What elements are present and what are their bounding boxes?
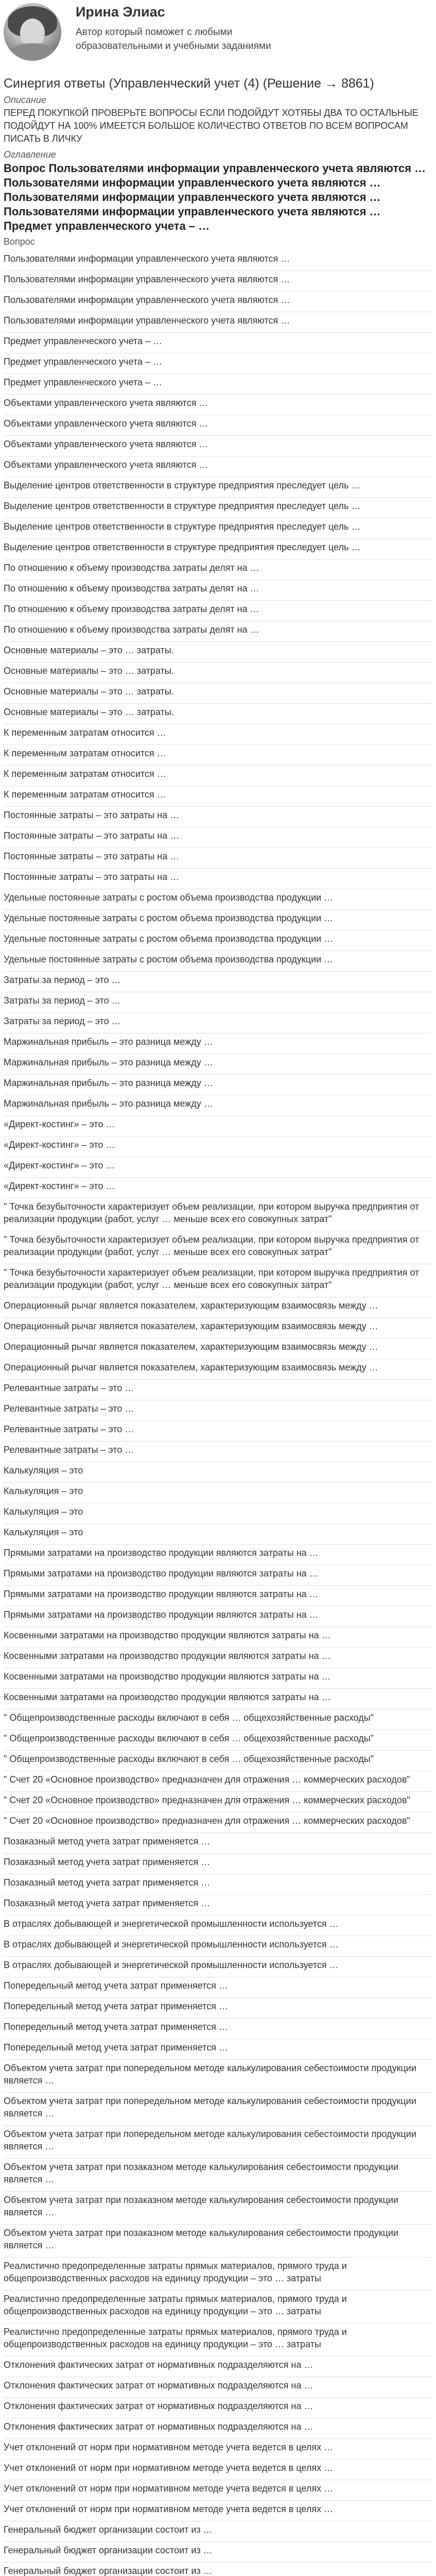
- question-item: Прямыми затратами на производство продукции являются затраты на …: [4, 1606, 432, 1627]
- question-item: К переменным затратам относится …: [4, 745, 432, 766]
- question-item: Предмет управленческого учета – …: [4, 353, 432, 374]
- question-item: Объектами управленческого учета являются …: [4, 415, 432, 436]
- question-item: Основные материалы – это … затраты.: [4, 683, 432, 704]
- author-info: [76, 3, 276, 53]
- question-item: " Счет 20 «Основное производство» предназначен для отражения … коммерческих расходов": [4, 1812, 432, 1833]
- author-description: Автор который поможет с любыми образовательными и учебными заданиями: [76, 27, 271, 52]
- question-item: Пользователями информации управленческого учета являются …: [4, 271, 432, 292]
- question-item: Объектом учета затрат при попередельном методе калькулирования себестоимости продукции является …: [4, 2126, 432, 2159]
- author-name[interactable]: Ирина Элиас: [76, 4, 165, 20]
- question-item: Объектом учета затрат при попередельном методе калькулирования себестоимости продукции является …: [4, 2060, 432, 2093]
- question-item: В отраслях добывающей и энергетической промышленности используется …: [4, 1916, 432, 1936]
- question-item: Выделение центров ответственности в структуре предприятия преследует цель …: [4, 477, 432, 498]
- question-item: Отклонения фактических затрат от нормативных подразделяются на …: [4, 2377, 432, 2398]
- question-item: Объектами управленческого учета являются …: [4, 456, 432, 477]
- question-item: Релевантные затраты – это …: [4, 1380, 432, 1400]
- question-item: Операционный рычаг является показателем, характеризующим взаимосвязь между …: [4, 1359, 432, 1380]
- avatar-body-shape: [9, 43, 56, 61]
- question-item: Пользователями информации управленческого учета являются …: [4, 250, 432, 271]
- question-item: Постоянные затраты – это затраты на …: [4, 807, 432, 827]
- question-item: " Точка безубыточности характеризует объем реализации, при котором выручка предприятия от реализации продукции (работ, услуг … меньше всех его совокупных затрат": [4, 1231, 432, 1264]
- description-text: ПЕРЕД ПОКУПКОЙ ПРОВЕРЬТЕ ВОПРОСЫ ЕСЛИ ПОДОЙДУТ ХОТЯБЫ ДВА ТО ОСТАЛЬНЫЕ ПОДОЙДУТ НА 100% ИМЕЕТСЯ БОЛЬШОЕ КОЛИЧЕСТВО ОТВЕТОВ ПО ВСЕМ ВОПРОСАМ ПИСАТЬ В ЛИЧКУ: [4, 108, 418, 144]
- question-item: Генеральный бюджет организации состоит из …: [4, 2542, 432, 2563]
- question-item: Удельные постоянные затраты с ростом объема производства продукции …: [4, 910, 432, 930]
- question-item: Основные материалы – это … затраты.: [4, 704, 432, 724]
- question-item: Генеральный бюджет организации состоит из …: [4, 2563, 432, 2576]
- question-item: По отношению к объему производства затраты делят на …: [4, 560, 432, 580]
- question-item: По отношению к объему производства затраты делят на …: [4, 621, 432, 642]
- question-item: К переменным затратам относится …: [4, 766, 432, 786]
- question-item: Объектом учета затрат при позаказном методе калькулирования себестоимости продукции является …: [4, 2225, 432, 2258]
- question-item: Калькуляция – это: [4, 1524, 432, 1545]
- question-item: Позаказный метод учета затрат применяется …: [4, 1874, 432, 1895]
- question-item: Выделение центров ответственности в структуре предприятия преследует цель …: [4, 498, 432, 518]
- question-item: Отклонения фактических затрат от нормативных подразделяются на …: [4, 2418, 432, 2439]
- question-item: Затраты за период – это …: [4, 972, 432, 992]
- question-item: Маржинальная прибыль – это разница между …: [4, 1033, 432, 1054]
- question-item: Релевантные затраты – это …: [4, 1421, 432, 1442]
- question-item: Попередельный метод учета затрат применяется …: [4, 2019, 432, 2039]
- question-item: Калькуляция – это: [4, 1483, 432, 1503]
- question-item: " Точка безубыточности характеризует объем реализации, при котором выручка предприятия от реализации продукции (работ, услуг … меньше всех его совокупных затрат": [4, 1198, 432, 1231]
- question-item: В отраслях добывающей и энергетической промышленности используется …: [4, 1957, 432, 1977]
- question-item: " Счет 20 «Основное производство» предназначен для отражения … коммерческих расходов": [4, 1771, 432, 1792]
- question-item: Объектами управленческого учета являются …: [4, 436, 432, 456]
- question-item: Генеральный бюджет организации состоит из …: [4, 2521, 432, 2542]
- question-item: Косвенными затратами на производство продукции являются затраты на …: [4, 1689, 432, 1709]
- question-item: Затраты за период – это …: [4, 992, 432, 1013]
- question-item: Постоянные затраты – это затраты на …: [4, 869, 432, 889]
- question-item: Постоянные затраты – это затраты на …: [4, 848, 432, 869]
- question-item: Калькуляция – это: [4, 1462, 432, 1483]
- question-item: Объектом учета затрат при позаказном методе калькулирования себестоимости продукции является …: [4, 2159, 432, 2192]
- question-item: " Общепроизводственные расходы включают в себя … общехозяйственные расходы": [4, 1730, 432, 1751]
- author-card: [4, 0, 432, 71]
- question-item: Учет отклонений от норм при нормативном методе учета ведется в целях …: [4, 2480, 432, 2501]
- question-item: Позаказный метод учета затрат применяется …: [4, 1833, 432, 1854]
- question-item: Пользователями информации управленческого учета являются …: [4, 312, 432, 333]
- question-item: «Директ-костинг» – это …: [4, 1137, 432, 1157]
- question-item: В отраслях добывающей и энергетической промышленности используется …: [4, 1936, 432, 1957]
- question-item: Выделение центров ответственности в структуре предприятия преследует цель …: [4, 539, 432, 560]
- question-item: Удельные постоянные затраты с ростом объема производства продукции …: [4, 951, 432, 972]
- question-item: Прямыми затратами на производство продукции являются затраты на …: [4, 1586, 432, 1606]
- question-item: Объектом учета затрат при позаказном методе калькулирования себестоимости продукции является …: [4, 2192, 432, 2225]
- question-item: Релевантные затраты – это …: [4, 1442, 432, 1462]
- description-label: Описание: [4, 95, 46, 105]
- question-item: Отклонения фактических затрат от нормативных подразделяются на …: [4, 2398, 432, 2418]
- question-item: Прямыми затратами на производство продукции являются затраты на …: [4, 1565, 432, 1586]
- question-item: " Общепроизводственные расходы включают в себя … общехозяйственные расходы": [4, 1751, 432, 1771]
- question-item: Косвенными затратами на производство продукции являются затраты на …: [4, 1668, 432, 1689]
- question-item: Позаказный метод учета затрат применяется …: [4, 1854, 432, 1874]
- question-item: Прямыми затратами на производство продукции являются затраты на …: [4, 1545, 432, 1565]
- question-item: Маржинальная прибыль – это разница между …: [4, 1054, 432, 1075]
- question-item: Выделение центров ответственности в структуре предприятия преследует цель …: [4, 518, 432, 539]
- question-item: " Счет 20 «Основное производство» предназначен для отражения … коммерческих расходов": [4, 1792, 432, 1812]
- question-item: Затраты за период – это …: [4, 1013, 432, 1033]
- question-item: Предмет управленческого учета – …: [4, 374, 432, 395]
- question-item: Учет отклонений от норм при нормативном методе учета ведется в целях …: [4, 2439, 432, 2460]
- question-item: По отношению к объему производства затраты делят на …: [4, 601, 432, 621]
- question-item: Операционный рычаг является показателем, характеризующим взаимосвязь между …: [4, 1338, 432, 1359]
- question-item: Операционный рычаг является показателем, характеризующим взаимосвязь между …: [4, 1297, 432, 1318]
- question-item: «Директ-костинг» – это …: [4, 1157, 432, 1178]
- question-item: К переменным затратам относится …: [4, 724, 432, 745]
- toc-title: Вопрос Пользователями информации управленческого учета являются … Пользователями информации управленческого учета являются … Пользователями информации управленческого учета являются … Пользователями информации управленческого учета являются … Предмет управленческого учета – …: [4, 162, 426, 232]
- question-item: Основные материалы – это … затраты.: [4, 663, 432, 683]
- question-item: Пользователями информации управленческого учета являются …: [4, 292, 432, 312]
- question-item: «Директ-костинг» – это …: [4, 1116, 432, 1137]
- toc-label: Оглавление: [4, 149, 56, 160]
- questions-label: Вопрос: [4, 236, 35, 247]
- question-item: Реалистично предопределенные затраты прямых материалов, прямого труда и общепроизводственных расходов на единицу продукции – это … затраты: [4, 2291, 432, 2324]
- question-item: Предмет управленческого учета – …: [4, 333, 432, 353]
- question-item: Учет отклонений от норм при нормативном методе учета ведется в целях …: [4, 2501, 432, 2521]
- question-item: Попередельный метод учета затрат применяется …: [4, 1977, 432, 1998]
- question-item: Релевантные затраты – это …: [4, 1400, 432, 1421]
- question-item: Реалистично предопределенные затраты прямых материалов, прямого труда и общепроизводственных расходов на единицу продукции – это … затраты: [4, 2324, 432, 2357]
- question-item: Маржинальная прибыль – это разница между …: [4, 1075, 432, 1095]
- question-item: По отношению к объему производства затраты делят на …: [4, 580, 432, 601]
- question-item: Калькуляция – это: [4, 1503, 432, 1524]
- question-item: «Директ-костинг» – это …: [4, 1178, 432, 1198]
- question-item: Косвенными затратами на производство продукции являются затраты на …: [4, 1648, 432, 1668]
- author-avatar[interactable]: [4, 3, 61, 61]
- question-item: Операционный рычаг является показателем, характеризующим взаимосвязь между …: [4, 1318, 432, 1338]
- question-item: К переменным затратам относится …: [4, 786, 432, 807]
- question-item: Учет отклонений от норм при нормативном методе учета ведется в целях …: [4, 2460, 432, 2480]
- question-item: Попередельный метод учета затрат применяется …: [4, 1998, 432, 2019]
- question-item: " Общепроизводственные расходы включают в себя … общехозяйственные расходы": [4, 1709, 432, 1730]
- question-item: Позаказный метод учета затрат применяется …: [4, 1895, 432, 1916]
- question-item: Косвенными затратами на производство продукции являются затраты на …: [4, 1627, 432, 1648]
- question-item: Маржинальная прибыль – это разница между …: [4, 1095, 432, 1116]
- page-title: Синергия ответы (Управленческий учет (4) (Решение → 8861): [4, 76, 374, 91]
- question-list: [4, 250, 432, 2576]
- question-item: " Точка безубыточности характеризует объем реализации, при котором выручка предприятия от реализации продукции (работ, услуг … меньше всех его совокупных затрат": [4, 1264, 432, 1297]
- question-item: Попередельный метод учета затрат применяется …: [4, 2039, 432, 2060]
- question-item: Постоянные затраты – это затраты на …: [4, 827, 432, 848]
- question-item: Отклонения фактических затрат от нормативных подразделяются на …: [4, 2357, 432, 2377]
- question-item: Основные материалы – это … затраты.: [4, 642, 432, 663]
- question-item: Объектами управленческого учета являются …: [4, 395, 432, 415]
- question-item: Удельные постоянные затраты с ростом объема производства продукции …: [4, 889, 432, 910]
- question-item: Удельные постоянные затраты с ростом объема производства продукции …: [4, 930, 432, 951]
- question-item: Объектом учета затрат при попередельном методе калькулирования себестоимости продукции является …: [4, 2093, 432, 2126]
- question-item: Реалистично предопределенные затраты прямых материалов, прямого труда и общепроизводственных расходов на единицу продукции – это … затраты: [4, 2258, 432, 2291]
